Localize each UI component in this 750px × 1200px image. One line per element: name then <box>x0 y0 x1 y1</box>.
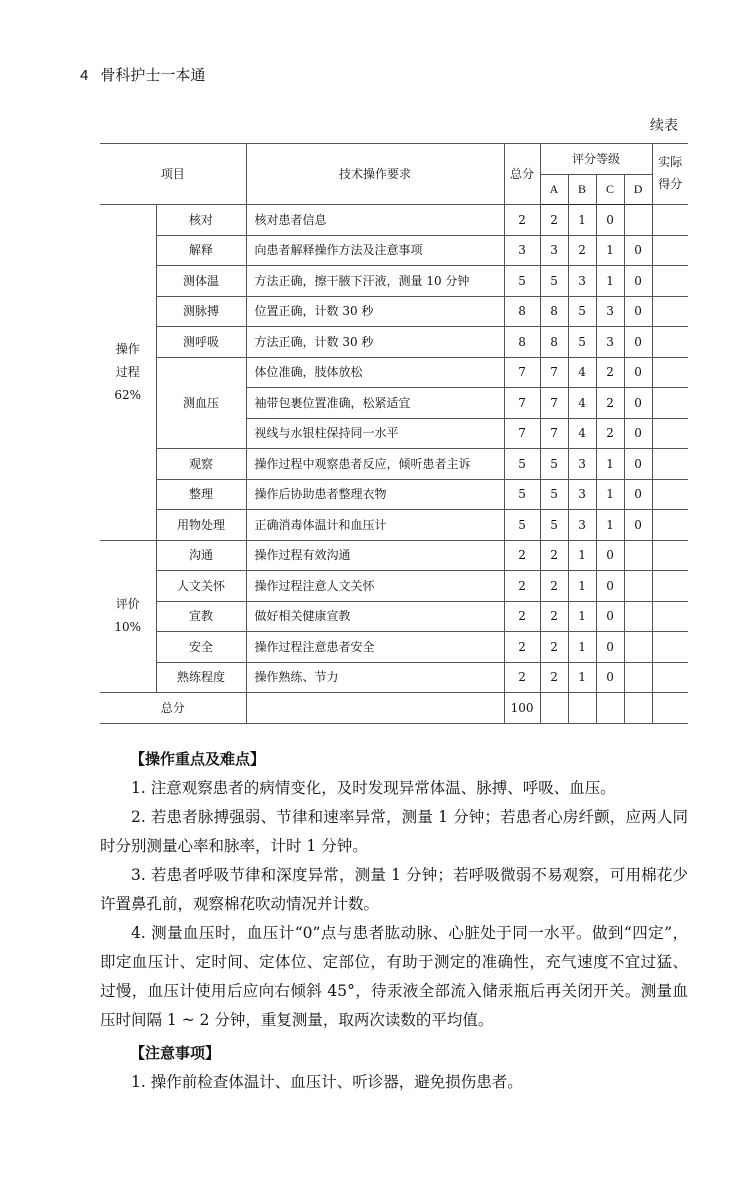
table-row <box>100 357 688 388</box>
row-total: 3 <box>504 235 540 266</box>
row-grade-b: 5 <box>568 296 596 327</box>
key-point-2: 2. 若患者脉搏强弱、节律和速率异常，测量 1 分钟；若患者心房纤颤，应两人同时分别测量心率和脉率，计时 1 分钟。 <box>100 808 688 855</box>
row-grade-a: 5 <box>540 266 568 297</box>
header-grade-c: C <box>596 175 624 205</box>
row-total: 7 <box>504 418 540 449</box>
row-requirement: 视线与水银柱保持同一水平 <box>246 418 504 449</box>
row-grade-a: 2 <box>540 540 568 571</box>
row-grade-c: 1 <box>596 235 624 266</box>
row-grade-d <box>624 205 652 236</box>
row-grade-a: 5 <box>540 479 568 510</box>
row-requirement: 方法正确，计数 30 秒 <box>246 327 504 358</box>
row-item: 熟练程度 <box>156 662 246 693</box>
row-grade-a: 7 <box>540 418 568 449</box>
row-grade-c: 2 <box>596 418 624 449</box>
row-total: 5 <box>504 479 540 510</box>
row-grade-a: 5 <box>540 449 568 480</box>
row-requirement: 方法正确，擦干腋下汗液，测量 10 分钟 <box>246 266 504 297</box>
table-row <box>100 510 688 541</box>
row-actual-score <box>652 571 688 602</box>
row-grade-c: 0 <box>596 540 624 571</box>
row-item: 观察 <box>156 449 246 480</box>
row-item: 测体温 <box>156 266 246 297</box>
row-grade-a: 5 <box>540 510 568 541</box>
row-total: 5 <box>504 266 540 297</box>
row-grade-d: 0 <box>624 357 652 388</box>
row-grade-d: 0 <box>624 479 652 510</box>
row-requirement: 体位准确，肢体放松 <box>246 357 504 388</box>
row-grade-b: 1 <box>568 205 596 236</box>
row-actual-score <box>652 327 688 358</box>
row-grade-a: 8 <box>540 327 568 358</box>
row-item: 人文关怀 <box>156 571 246 602</box>
row-requirement: 操作过程中观察患者反应，倾听患者主诉 <box>246 449 504 480</box>
table-row <box>100 479 688 510</box>
row-grade-c: 1 <box>596 449 624 480</box>
total-label: 总分 <box>100 693 246 724</box>
row-item: 用物处理 <box>156 510 246 541</box>
key-point-4: 4. 测量血压时，血压计“0”点与患者肱动脉、心脏处于同一水平。做到“四定”，即定血压计、定时间、定体位、定部位，有助于测定的准确性，充气速度不宜过猛、过慢，血压计使用后应向右倾斜 45°，待汞液全部流入储汞瓶后再关闭开关。测量血压时间隔 1 ~ 2 分钟，重复测量，取两次读数的平均值。 <box>100 924 688 1029</box>
precaution-1: 1. 操作前检查体温计、血压计、听诊器，避免损伤患者。 <box>131 1073 523 1091</box>
row-grade-a: 2 <box>540 205 568 236</box>
row-grade-d: 0 <box>624 418 652 449</box>
row-actual-score <box>652 510 688 541</box>
row-grade-b: 4 <box>568 388 596 419</box>
table-row <box>100 449 688 480</box>
row-grade-c: 0 <box>596 662 624 693</box>
book-title: 骨科护士一本通 <box>100 66 206 84</box>
row-grade-c: 2 <box>596 357 624 388</box>
row-grade-c: 0 <box>596 205 624 236</box>
row-requirement: 正确消毒体温计和血压计 <box>246 510 504 541</box>
header-item: 项目 <box>100 144 246 205</box>
row-requirement: 操作后协助患者整理衣物 <box>246 479 504 510</box>
row-grade-c: 3 <box>596 327 624 358</box>
row-requirement: 位置正确，计数 30 秒 <box>246 296 504 327</box>
row-grade-d: 0 <box>624 266 652 297</box>
row-grade-b: 4 <box>568 357 596 388</box>
row-grade-d: 0 <box>624 327 652 358</box>
row-actual-score <box>652 266 688 297</box>
row-total: 7 <box>504 357 540 388</box>
row-total: 5 <box>504 449 540 480</box>
row-grade-d <box>624 662 652 693</box>
table-row <box>100 296 688 327</box>
row-total: 2 <box>504 601 540 632</box>
row-actual-score <box>652 540 688 571</box>
row-grade-b: 4 <box>568 418 596 449</box>
row-item: 解释 <box>156 235 246 266</box>
row-grade-b: 2 <box>568 235 596 266</box>
running-head <box>80 64 205 85</box>
header-grade-a: A <box>540 175 568 205</box>
total-row <box>100 693 688 724</box>
row-grade-d <box>624 632 652 663</box>
row-actual-score <box>652 388 688 419</box>
row-grade-c: 1 <box>596 266 624 297</box>
row-grade-d: 0 <box>624 296 652 327</box>
key-points-heading: 【操作重点及难点】 <box>130 750 266 768</box>
continued-label: 续表 <box>650 118 678 134</box>
header-grade-group: 评分等级 <box>540 144 652 175</box>
header-total: 总分 <box>504 144 540 205</box>
category-operation: 操作 过程 62% <box>100 205 156 541</box>
row-grade-a: 2 <box>540 632 568 663</box>
row-item: 安全 <box>156 632 246 663</box>
row-grade-a: 7 <box>540 388 568 419</box>
row-grade-b: 1 <box>568 662 596 693</box>
table-row <box>100 266 688 297</box>
row-grade-d <box>624 540 652 571</box>
row-grade-d: 0 <box>624 388 652 419</box>
key-point-3: 3. 若患者呼吸节律和深度异常，测量 1 分钟；若呼吸微弱不易观察，可用棉花少许置鼻孔前，观察棉花吹动情况并计数。 <box>100 866 688 913</box>
row-total: 2 <box>504 662 540 693</box>
header-grade-d: D <box>624 175 652 205</box>
row-total: 8 <box>504 327 540 358</box>
row-total: 2 <box>504 205 540 236</box>
row-item: 宣教 <box>156 601 246 632</box>
row-grade-c: 0 <box>596 632 624 663</box>
row-total: 7 <box>504 388 540 419</box>
row-item: 整理 <box>156 479 246 510</box>
row-item: 沟通 <box>156 540 246 571</box>
row-grade-b: 5 <box>568 327 596 358</box>
row-total: 2 <box>504 632 540 663</box>
row-total: 2 <box>504 571 540 602</box>
total-requirement <box>246 693 504 724</box>
row-grade-a: 2 <box>540 601 568 632</box>
row-requirement: 做好相关健康宣教 <box>246 601 504 632</box>
row-grade-c: 1 <box>596 510 624 541</box>
table-row <box>100 632 688 663</box>
row-grade-c: 0 <box>596 601 624 632</box>
row-grade-c: 1 <box>596 479 624 510</box>
row-requirement: 向患者解释操作方法及注意事项 <box>246 235 504 266</box>
category-evaluation: 评价 10% <box>100 540 156 693</box>
row-grade-b: 3 <box>568 266 596 297</box>
row-grade-b: 3 <box>568 510 596 541</box>
row-actual-score <box>652 418 688 449</box>
row-actual-score <box>652 357 688 388</box>
table-row <box>100 540 688 571</box>
page-number: 4 <box>80 67 89 84</box>
key-point-1: 1. 注意观察患者的病情变化，及时发现异常体温、脉搏、呼吸、血压。 <box>131 779 616 797</box>
precautions-heading: 【注意事项】 <box>130 1044 221 1062</box>
row-requirement: 操作熟练、节力 <box>246 662 504 693</box>
row-actual-score <box>652 662 688 693</box>
row-actual-score <box>652 632 688 663</box>
row-total: 5 <box>504 510 540 541</box>
row-grade-d <box>624 601 652 632</box>
row-grade-a: 8 <box>540 296 568 327</box>
row-total: 8 <box>504 296 540 327</box>
row-actual-score <box>652 479 688 510</box>
table-row <box>100 235 688 266</box>
row-grade-b: 1 <box>568 540 596 571</box>
table-row <box>100 662 688 693</box>
row-grade-b: 1 <box>568 601 596 632</box>
key-points-section <box>100 745 688 1097</box>
row-grade-b: 3 <box>568 449 596 480</box>
row-actual-score <box>652 601 688 632</box>
row-actual-score <box>652 296 688 327</box>
row-requirement: 核对患者信息 <box>246 205 504 236</box>
row-actual-score <box>652 235 688 266</box>
row-requirement: 操作过程注意患者安全 <box>246 632 504 663</box>
table-row <box>100 327 688 358</box>
row-item: 测呼吸 <box>156 327 246 358</box>
table-row <box>100 601 688 632</box>
row-grade-d: 0 <box>624 449 652 480</box>
row-grade-c: 3 <box>596 296 624 327</box>
row-actual-score <box>652 205 688 236</box>
row-grade-b: 1 <box>568 571 596 602</box>
row-grade-b: 3 <box>568 479 596 510</box>
table-row <box>100 571 688 602</box>
row-grade-a: 7 <box>540 357 568 388</box>
row-grade-c: 2 <box>596 388 624 419</box>
row-item: 核对 <box>156 205 246 236</box>
header-actual-score: 实际得分 <box>652 144 688 205</box>
row-grade-c: 0 <box>596 571 624 602</box>
row-grade-a: 2 <box>540 571 568 602</box>
row-grade-b: 1 <box>568 632 596 663</box>
row-item: 测脉搏 <box>156 296 246 327</box>
header-requirement: 技术操作要求 <box>246 144 504 205</box>
header-grade-b: B <box>568 175 596 205</box>
row-grade-a: 2 <box>540 662 568 693</box>
row-grade-d <box>624 571 652 602</box>
total-value: 100 <box>504 693 540 724</box>
row-requirement: 操作过程注意人文关怀 <box>246 571 504 602</box>
row-item: 测血压 <box>156 357 246 449</box>
scoring-table <box>100 143 688 724</box>
row-total: 2 <box>504 540 540 571</box>
row-requirement: 袖带包裹位置准确，松紧适宜 <box>246 388 504 419</box>
row-grade-d: 0 <box>624 235 652 266</box>
row-actual-score <box>652 449 688 480</box>
row-grade-d: 0 <box>624 510 652 541</box>
table-row <box>100 205 688 236</box>
row-grade-a: 3 <box>540 235 568 266</box>
row-requirement: 操作过程有效沟通 <box>246 540 504 571</box>
